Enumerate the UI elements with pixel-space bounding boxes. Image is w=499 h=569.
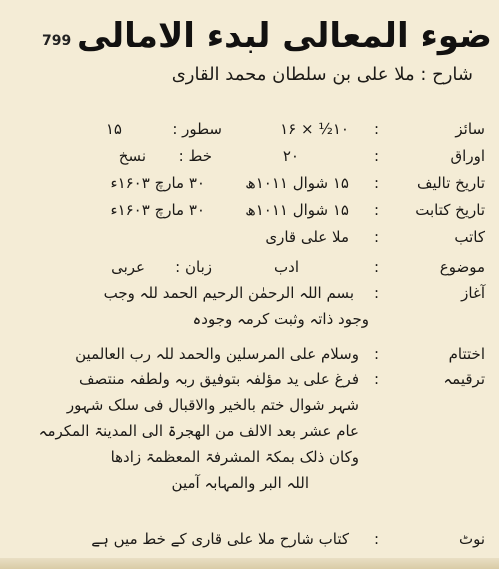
composition-date-colon: : (373, 174, 379, 192)
subject-label: موضوع (439, 258, 485, 276)
colophon-colon: : (373, 370, 379, 388)
incipit-label: آغاز (461, 284, 485, 302)
page-title: ضوء المعالی لبدء الامالی (76, 16, 492, 56)
note-colon: : (373, 530, 379, 548)
scribe-colon: : (373, 228, 379, 246)
copy-date-gregorian: ۳۰ مارچ ۱۶۰۳ء (110, 201, 205, 219)
folios-label: اوراق (450, 147, 485, 165)
page-bottom-edge (0, 558, 499, 569)
composition-date-label: تاریخ تالیف (417, 174, 485, 192)
language-label: زبان : (175, 258, 212, 276)
colophon-line-4: وکان ذلک بمکۃ المشرفۃ المعظمۃ زادھا (110, 448, 359, 466)
copy-date-colon: : (373, 201, 379, 219)
commentator-label: شارح : (420, 64, 473, 85)
language-value: عربی (111, 258, 145, 276)
colophon-line-1: فرغ علی ید مؤلفہ بتوفیق ربہ ولطفہ منتصف (79, 370, 359, 388)
lines-label: سطور : (172, 120, 222, 138)
folios-value: ۲۰ (282, 147, 299, 165)
composition-date-hijri: ۱۵ شوال ۱۰۱۱ھ (245, 174, 349, 192)
subject-colon: : (373, 258, 379, 276)
size-value: ۱۰½ × ۱۶ (280, 120, 349, 138)
lines-value: ۱۵ (105, 120, 122, 138)
explicit-label: اختتام (448, 345, 485, 363)
copy-date-hijri: ۱۵ شوال ۱۰۱۱ھ (245, 201, 349, 219)
incipit-line-1: بسم اللہ الرحمٰن الرحیم الحمد للہ وجب (103, 284, 354, 302)
subject-value: ادب (274, 258, 299, 276)
scribe-value: ملا علی قاری (265, 228, 349, 246)
copy-date-label: تاریخ کتابت (415, 201, 485, 219)
colophon-label: ترقیمہ (443, 370, 485, 388)
colophon-line-3: عام عشر بعد الالف من الھجرۃ الی المدینۃ المکرمہ (38, 422, 359, 440)
size-colon: : (373, 120, 379, 138)
size-label: سائز (455, 120, 485, 138)
commentator-line (88, 62, 473, 88)
explicit-line-1: وسلام علی المرسلین والحمد للہ رب العالمین (75, 345, 359, 363)
incipit-colon: : (373, 284, 379, 302)
page-number: 799 (42, 33, 72, 49)
note-label: نوٹ (458, 530, 485, 548)
folios-colon: : (373, 147, 379, 165)
colophon-line-5: اللہ البر والمہابہ آمین (171, 474, 309, 492)
commentator-name: ملا علی بن سلطان محمد القاری (171, 64, 415, 85)
note-value: کتاب شارح ملا علی قاری کے خط میں ہے (91, 530, 349, 548)
composition-date-gregorian: ۳۰ مارچ ۱۶۰۳ء (110, 174, 205, 192)
colophon-line-2: شہر شوال ختم بالخیر والاقبال فی سلک شہور (66, 396, 359, 414)
script-label: خط : (178, 147, 212, 165)
scribe-label: کاتب (454, 228, 485, 246)
explicit-colon: : (373, 345, 379, 363)
script-value: نسخ (118, 147, 146, 165)
incipit-line-2: وجود ذاتہ وثبت کرمہ وجودہ (192, 310, 369, 328)
